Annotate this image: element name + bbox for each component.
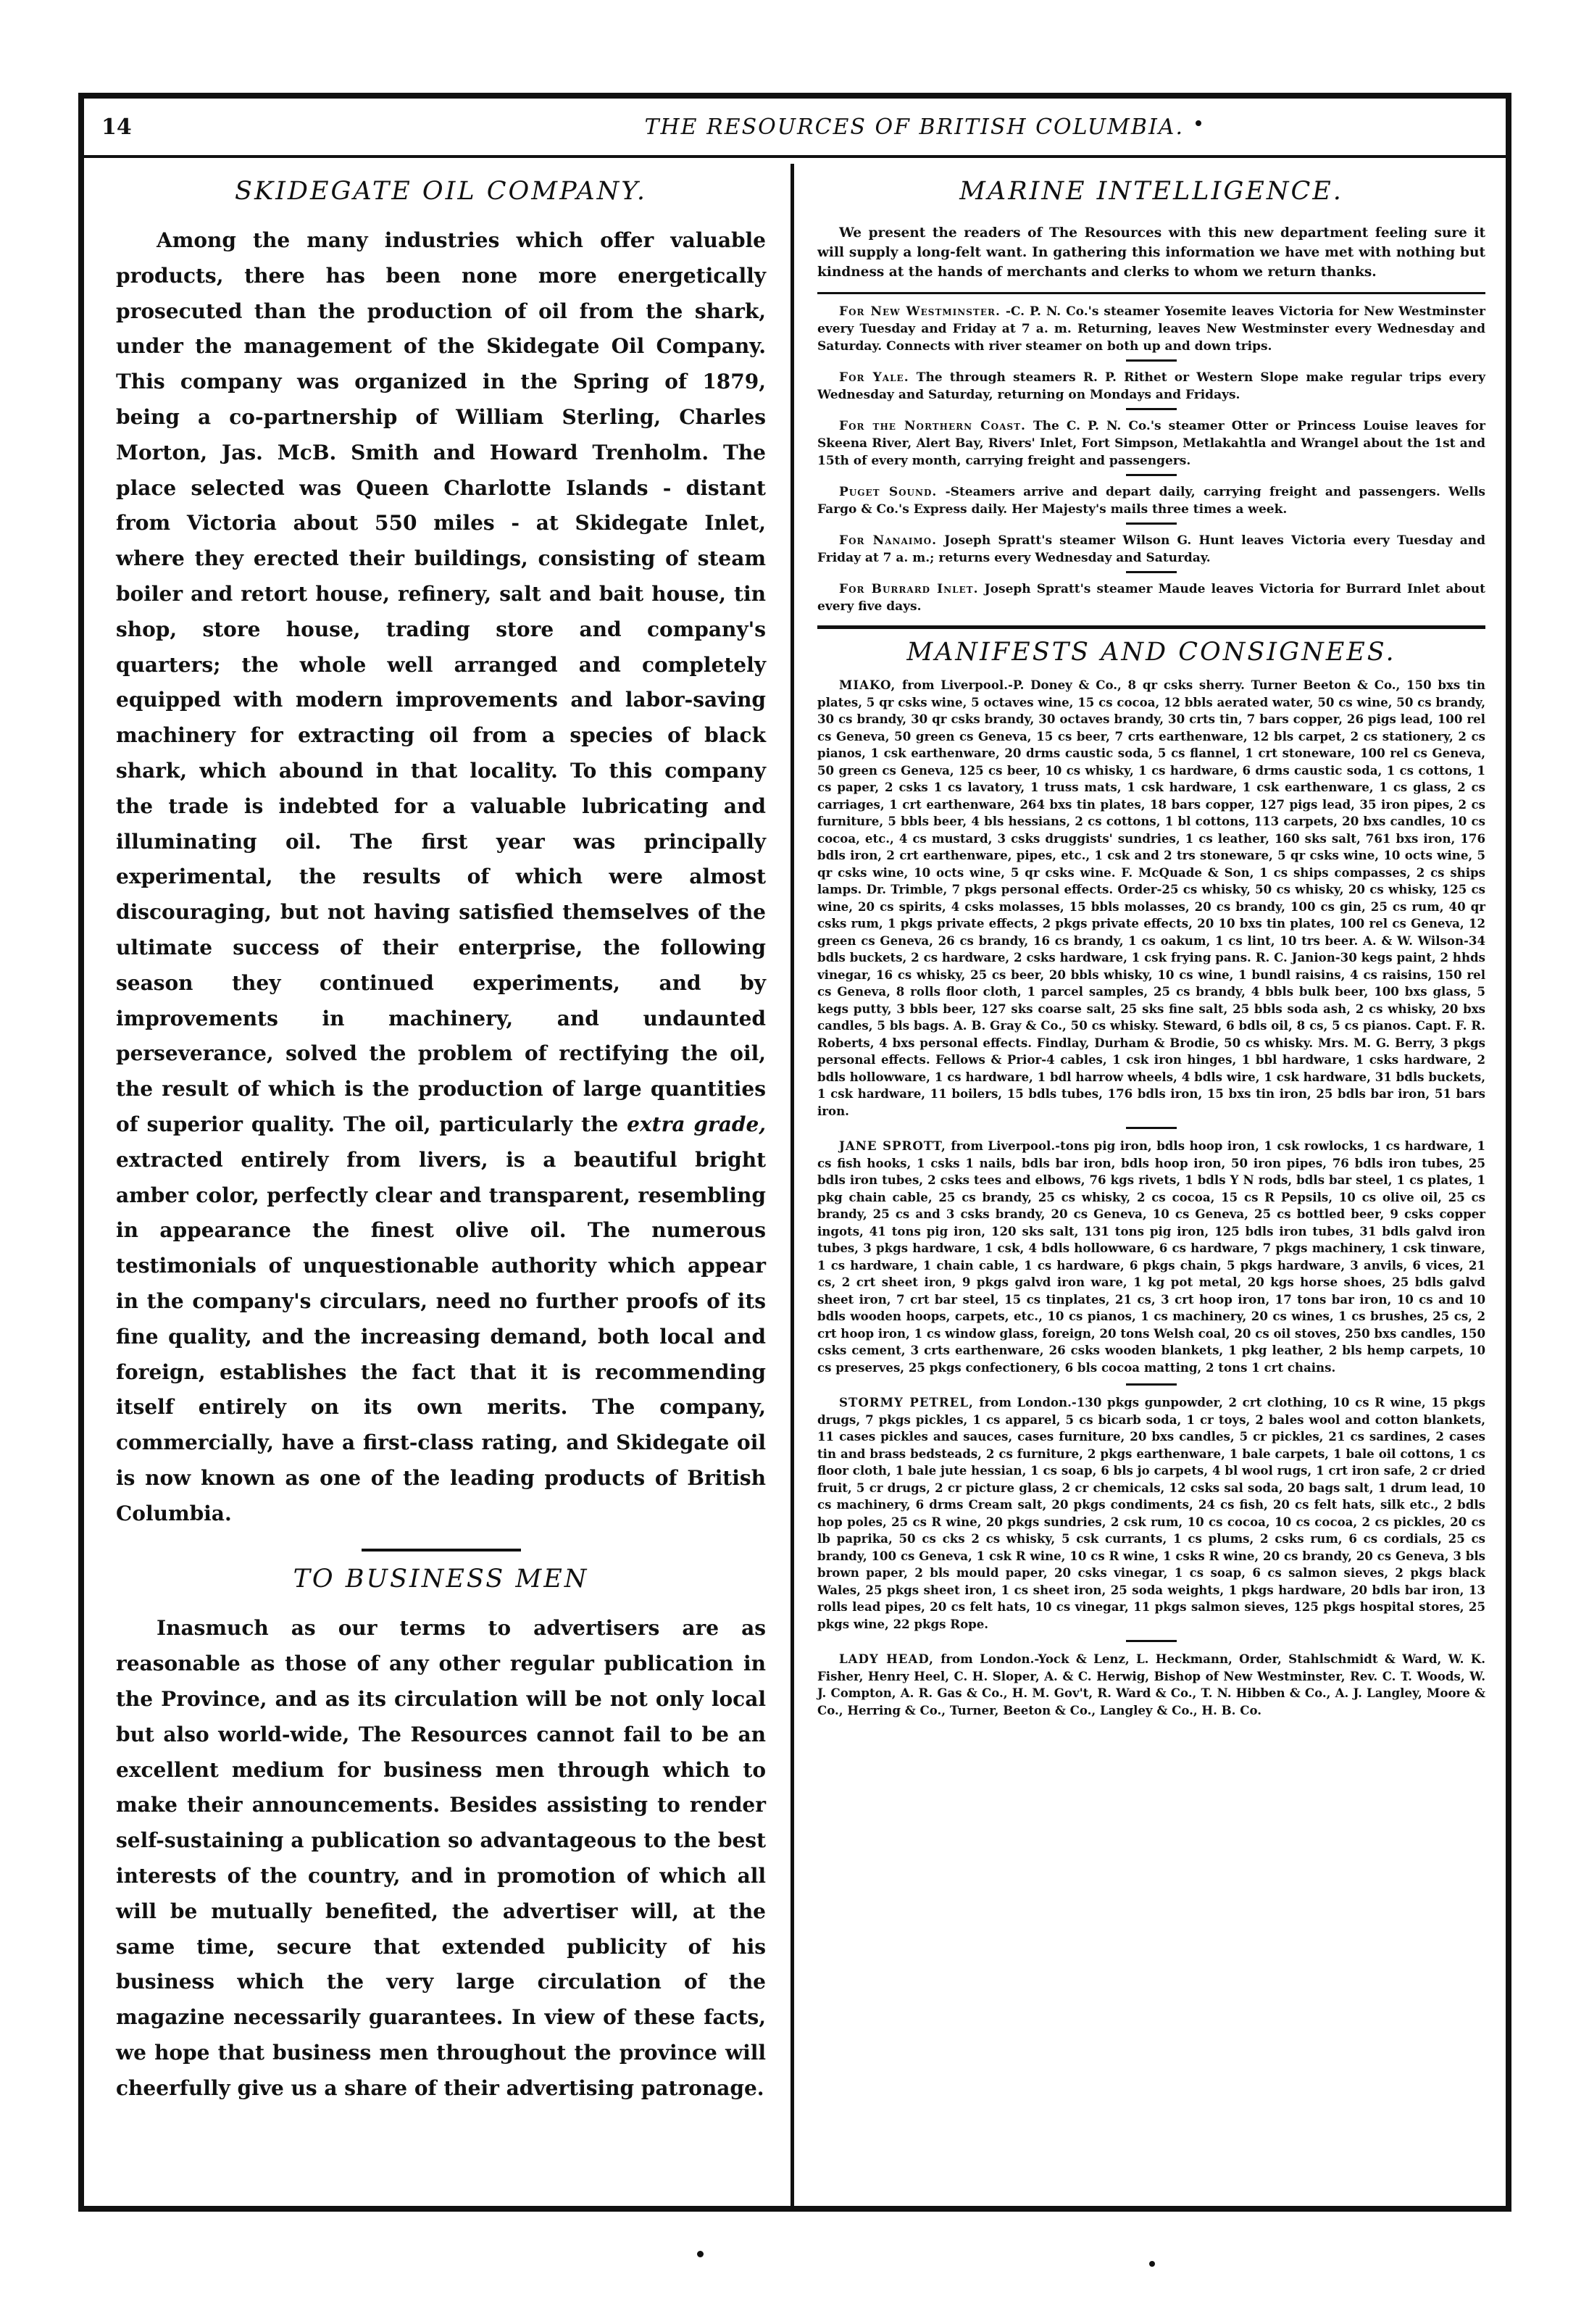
- route-text: -Steamers arrive and depart daily, carrying freight and passengers. Wells Fargo & Co.'s Express daily. Her Majesty's mails three times a week.: [817, 485, 1486, 517]
- manifest-text: from Liverpool.-tons pig iron, bdls hoop iron, 1 csk rowlocks, 1 cs hardware, 1 cs fish hooks, 1 csks 1 nails, bdls bar iron, bdls hoop iron, 50 iron pipes, 76 bdls iron tubes, 25 bdls iron tubes, 2 csks tees and elbows, 76 kgs rivets, 1 bdls Y N rods, bdls bar steel, 1 cs plates, 1 pkg chain cable, 25 cs brandy, 25 cs whisky, 2 cs cocoa, 15 cs R Pepsils, 10 cs olive oil, 25 cs brandy, 25 cs and 3 csks brandy, 20 cs Geneva, 10 cs Geneva, 25 cs bottled beer, 9 csks copper ingots, 41 tons pig iron, 120 sks salt, 131 tons pig iron, 125 bdls iron tubes, 31 bdls galvd iron tubes, 3 pkgs hardware, 1 csk, 4 bdls hollowware, 6 cs hardware, 7 pkgs machinery, 1 csk tinware, 1 cs hardware, 1 chain cable, 1 cs hardware, 6 pkgs chain, 5 pkgs hardware, 3 anvils, 6 vices, 21 cs, 2 crt sheet iron, 9 pkgs galvd iron ware, 1 kg pot metal, 20 kgs horse shoes, 25 bdls galvd sheet iron, 7 crt bar steel, 15 cs tinplates, 21 cs, 3 crt hoop iron, 17 tons bar iron, 10 cs and 10 bdls wooden hoops, carpets, etc., 10 cs pianos, 1 cs machinery, 20 cs wines, 1 cs brushes, 25 cs, 2 crt hoop iron, 1 cs window glass, foreign, 20 tons Welsh coal, 20 cs oil stoves, 250 bxs candles, 150 csks cement, 3 crts earthenware, 26 csks wooden blankets, 1 pkg leather, 2 bls hemp carpets, 10 cs preserves, 25 pkgs confectionery, 6 bls cocoa matting, 2 tons 1 crt chains.: [817, 1138, 1486, 1375]
- page-number: 14: [101, 114, 132, 140]
- manifest-divider: [1126, 1640, 1177, 1642]
- right-column: [794, 164, 1506, 2206]
- route-name: For the Northern Coast.: [839, 419, 1026, 433]
- route-name: Puget Sound.: [839, 485, 938, 499]
- route-name: For Burrard Inlet.: [839, 582, 979, 596]
- left-column: [84, 164, 794, 2206]
- skidegate-heading: SKIDEGATE OIL COMPANY.: [234, 177, 648, 206]
- route-name: For Nanaimo.: [839, 533, 938, 548]
- marine-heading: MARINE INTELLIGENCE.: [959, 177, 1343, 206]
- scan-speck: [697, 2251, 704, 2257]
- manifest-text: from London.-130 pkgs gunpowder, 2 crt clothing, 10 cs R wine, 15 pkgs drugs, 7 pkgs pickles, 1 cs apparel, 5 cs bicarb soda, 1 cr toys, 2 bales wool and cotton blankets, 11 cases pickles and sauces, cases furniture, 20 bxs candles, 5 cr pickles, 21 cs sardines, 2 cases tin and brass bedsteads, 2 cs furniture, 2 pkgs earthenware, 1 bale carpets, 1 bale oil cottons, 1 cs floor cloth, 1 bale jute hessian, 1 cs soap, 6 bls jo carpets, 4 bl wool rugs, 1 crt iron safe, 2 cr dried fruit, 5 cr drugs, 2 cr picture glass, 2 cr chemicals, 12 csks sal soda, 20 bags salt, 1 drum lead, 10 cs machinery, 6 drms Cream salt, 20 pkgs condiments, 24 cs fish, 20 cs felt hats, silk etc., 2 bdls hop poles, 25 cs R wine, 20 pkgs sundries, 2 csk rum, 10 cs cocoa, 10 cs cocoa, 2 cs pickles, 20 cs lb paprika, 50 cs cks 2 cs whisky, 5 csk currants, 1 cs plums, 2 csks rum, 6 cs cordials, 25 cs brandy, 100 cs Geneva, 1 csk R wine, 10 cs R wine, 1 csks R wine, 20 cs brandy, 20 cs Geneva, 3 bls brown paper, 2 bls mould paper, 20 csks vinegar, 1 cs soap, 6 cs salmon sieves, 2 pkgs black Wales, 25 pkgs sheet iron, 1 cs sheet iron, 25 soda weights, 1 pkgs hardware, 20 bdls bar iron, 13 rolls lead pipes, 20 cs felt hats, 10 cs vinegar, 11 pkgs salmon sieves, 125 pkgs hospital stores, 25 pkgs wine, 22 pkgs Rope.: [817, 1395, 1485, 1631]
- page-frame: [78, 93, 1511, 2212]
- manifest-text: from Liverpool.-P. Doney & Co., 8 qr csks sherry. Turner Beeton & Co., 150 bxs tin plates, 5 qr csks wine, 5 octaves wine, 15 cs cocoa, 12 bbls aerated water, 50 cs wine, 50 cs brandy, 30 cs brandy, 30 qr csks brandy, 30 octaves brandy, 30 crts tin, 7 bars copper, 26 pigs lead, 100 rel cs Geneva, 50 green cs Geneva, 15 cs beer, 7 crts earthenware, 12 bls carpet, 2 cs stationery, 2 cs pianos, 1 csk earthenware, 20 drms caustic soda, 5 cs flannel, 1 crt stoneware, 100 rel cs Geneva, 50 green cs Geneva, 125 cs beer, 10 cs whisky, 1 cs hardware, 6 drms caustic soda, 1 cs cottons, 1 cs paper, 2 csks 1 cs lavatory, 1 truss mats, 1 csk hardware, 1 csk earthenware, 1 cs glass, 2 cs carriages, 1 crt earthenware, 264 bxs tin plates, 18 bars copper, 127 pigs lead, 35 iron pipes, 2 cs furniture, 5 bbls beer, 4 bls hessians, 2 cs cottons, 1 bl cottons, 113 carpets, 20 bxs candles, 10 cs cocoa, etc., 4 cs mustard, 3 csks druggists' sundries, 1 cs leather, 160 sks salt, 761 bxs iron, 176 bdls iron, 2 crt earthenware, pipes, etc., 1 csk and 2 trs stoneware, 5 qr csks wine, 10 octs wine, 5 qr csks wine, 10 octs wine, 5 qr csks wine. F. McQuade & Son, 1 cs ships compasses, 2 cs ships lamps. Dr. Trimble, 7 pkgs personal effects. Order-25 cs whisky, 50 cs whisky, 20 cs whisky, 125 cs wine, 20 cs spirits, 4 csks molasses, 15 bbls molasses, 20 cs brandy, 100 cs gin, 25 cs rum, 40 qr csks rum, 1 pkgs private effects, 2 pkgs private effects, 20 10 bxs tin plates, 100 rel cs Geneva, 12 green cs Geneva, 26 cs brandy, 16 cs brandy, 1 cs oakum, 1 cs lint, 10 trs beer. A. & W. Wilson-34 bdls buckets, 2 cs hardware, 2 csks hardware, 1 csk frying pans. R. C. Janion-30 kegs paint, 2 hhds vinegar, 16 cs whisky, 25 cs beer, 20 bbls whisky, 10 cs wine, 1 bundl raisins, 4 cs raisins, 150 rel cs Geneva, 8 rolls floor cloth, 1 parcel samples, 25 cs brandy, 4 bbls bulk beer, 100 bxs glass, 5 kegs putty, 3 bbls beer, 127 sks coarse salt, 25 sks fine salt, 25 bbls soda ash, 2 cs whisky, 20 bxs candles, 5 bls bags. A. B. Gray & Co., 50 cs whisky. Steward, 6 bdls oil, 8 cs, 5 cs pianos. Capt. F. R. Roberts, 4 bxs personal effects. Findlay, Durham & Brodie, 50 cs whisky. Mrs. M. G. Berry, 3 pkgs personal effects. Fellows & Prior-4 cables, 1 csk iron hinges, 1 bbl hardware, 1 csks hardware, 2 bdls hollowware, 1 cs hardware, 1 bdl harrow wheels, 4 bdls wire, 1 csk hardware, 31 bdls buckets, 1 csk hardware, 11 boilers, 15 bdls tubes, 176 bdls iron, 15 bxs tin iron, 25 bdls bar iron, 51 bars iron.: [817, 678, 1485, 1118]
- scan-speck: [1196, 120, 1201, 126]
- business-heading: TO BUSINESS MEN: [293, 1565, 589, 1594]
- scan-speck: [1149, 2261, 1155, 2267]
- section-divider: [362, 1549, 521, 1552]
- route-entry: [817, 303, 1485, 355]
- skidegate-text-part1: Among the many industries which offer valuable products, there has been none more energetically prosecuted than the production of oil from the shark, under the management of the Skidegate Oil Company. This company was organized in the Spring of 1879, being a co-partnership of William Sterling, Charles Morton, Jas. McB. Smith and Howard Trenholm. The place selected was Queen Charlotte Islands - distant from Victoria about 550 miles - at Skidegate Inlet, where they erected their buildings, consisting of steam boiler and retort house, refinery, salt and bait house, tin shop, store house, trading store and company's quarters; the whole well arranged and completely equipped with modern improvements and labor-saving machinery for extracting oil from a species of black shark, which abound in that locality. To this company the trade is indebted for a valuable lubricating and illuminating oil. The first year was principally experimental, the results of which were almost discouraging, but not having satisfied themselves of the ultimate success of their enterprise, the following season they continued experiments, and by improvements in machinery, and undaunted perseverance, solved the problem of rectifying the oil, the result of which is the production of large quantities of superior quality. The oil, particularly the: [116, 228, 766, 1136]
- route-divider: [1126, 474, 1177, 476]
- manifest-divider: [1126, 1383, 1177, 1386]
- route-name: For New Westminster.: [839, 304, 1001, 319]
- page-header: [84, 99, 1506, 158]
- marine-intro: We present the readers of The Resources with this new department feeling sure it will supply a long-felt want. In gathering this information we have met with nothing but kindness at the hands of merchants and clerks to whom we return thanks.: [817, 225, 1485, 280]
- route-divider: [1126, 359, 1177, 362]
- manifest-entry: [817, 1138, 1485, 1376]
- business-article: Inasmuch as our terms to advertisers are as reasonable as those of any other regular publication in the Province, and as its circulation will be not only local but also world-wide, The Resources cannot fail to be an excellent medium for business men through which to make their announcements. Besides assisting to render self-sustaining a publication so advantageous to the best interests of the country, and in promotion of which all will be mutually benefited, the advertiser will, at the same time, secure that extended publicity of his business which the very large circulation of the magazine necessarily guarantees. In view of these facts, we hope that business men throughout the province will cheerfully give us a share of their advertising patronage.: [116, 1616, 766, 2100]
- manifest-entry: [817, 1394, 1485, 1633]
- manifest-text: from London.-Yock & Lenz, L. Heckmann, Order, Stahlschmidt & Ward, W. K. Fisher, Henry Heel, C. H. Sloper, A. & C. Herwig, Bishop of New Westminster, Rev. C. T. Woods, W. J. Compton, A. R. Gas & Co., H. M. Gov't, R. Ward & Co., T. N. Hibben & Co., A. J. Langley, Moore & Co., Herring & Co., Turner, Beeton & Co., Langley & Co., H. B. Co.: [817, 1652, 1485, 1717]
- route-text: Joseph Spratt's steamer Maude leaves Victoria for Burrard Inlet about every five days.: [817, 582, 1485, 614]
- ship-name: STORMY PETREL,: [839, 1395, 974, 1409]
- route-entry: [817, 483, 1485, 518]
- manifests-divider: [817, 625, 1485, 629]
- route-entry: [817, 580, 1485, 615]
- manifest-divider: [1126, 1127, 1177, 1129]
- route-divider: [1126, 571, 1177, 573]
- route-text: Joseph Spratt's steamer Wilson G. Hunt leaves Victoria every Tuesday and Friday at 7 a. m.; returns every Wednesday and Saturday.: [817, 533, 1486, 565]
- marine-divider: [817, 292, 1485, 294]
- ship-name: JANE SPROTT,: [839, 1138, 946, 1153]
- route-entry: [817, 417, 1485, 470]
- columns: [84, 164, 1506, 2206]
- ship-name: LADY HEAD,: [839, 1652, 934, 1666]
- route-divider: [1126, 522, 1177, 525]
- route-text: The C. P. N. Co.'s steamer Otter or Princess Louise leaves for Skeena River, Alert Bay, Rivers' Inlet, Fort Simpson, Metlakahtla and Wrangel about the 1st and 15th of every month, carrying freight and passengers.: [817, 419, 1485, 468]
- skidegate-text-emphasis: extra grade,: [627, 1112, 767, 1136]
- manifest-entry: [817, 677, 1485, 1120]
- running-title: THE RESOURCES OF BRITISH COLUMBIA.: [644, 114, 1184, 140]
- route-name: For Yale.: [839, 370, 909, 385]
- route-entry: [817, 369, 1485, 404]
- route-text: The through steamers R. P. Rithet or Western Slope make regular trips every Wednesday and Saturday, returning on Mondays and Fridays.: [817, 370, 1485, 402]
- route-divider: [1126, 408, 1177, 410]
- ship-name: MIAKO,: [839, 678, 896, 692]
- skidegate-article: [116, 223, 766, 1531]
- skidegate-text-part2: extracted entirely from livers, is a beautiful bright amber color, perfectly clear and transparent, resembling in appearance the finest olive oil. The numerous testimonials of unquestionable authority which appear in the company's circulars, need no further proofs of its fine quality, and the increasing demand, both local and foreign, establishes the fact that it is recommending itself entirely on its own merits. The company, commercially, have a first-class rating, and Skidegate oil is now known as one of the leading products of British Columbia.: [116, 1147, 766, 1525]
- manifests-heading: MANIFESTS AND CONSIGNEES.: [906, 638, 1396, 667]
- manifest-entry: [817, 1651, 1485, 1719]
- route-entry: [817, 532, 1485, 567]
- route-text: -C. P. N. Co.'s steamer Yosemite leaves Victoria for New Westminster every Tuesday and Friday at 7 a. m. Returning, leaves New Westminster every Wednesday and Saturday. Connects with river steamer on both up and down trips.: [817, 304, 1485, 354]
